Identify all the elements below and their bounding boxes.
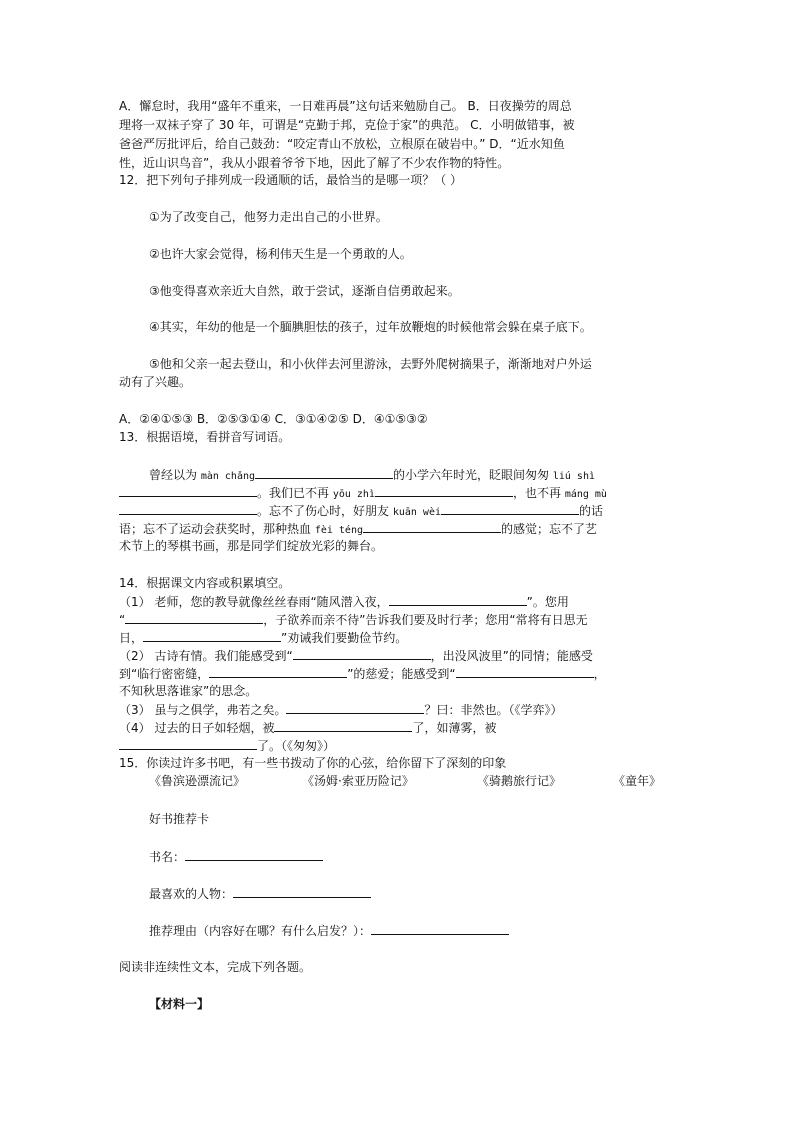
material-one-heading: 【材料一】 bbox=[149, 997, 210, 1011]
q11-line-1: A．懈怠时，我用“盛年不重来，一日难再晨”这句话来勉励自己。 B．日夜操劳的周总 bbox=[119, 99, 572, 113]
book-title-1: 《鲁滨逊漂流记》 bbox=[149, 774, 246, 788]
reason-label: 推荐理由（内容好在哪？有什么启发？）： bbox=[149, 924, 372, 938]
pinyin-2: liú shì bbox=[552, 471, 595, 482]
text: 了。（《匆匆》） bbox=[257, 739, 336, 753]
text: ”。您用 bbox=[526, 595, 569, 609]
q12-sentence-1: ①为了改变自己，他努力走出自己的小世界。 bbox=[149, 210, 388, 224]
q13-para-line-3 bbox=[119, 502, 603, 521]
answer-blank[interactable] bbox=[125, 611, 263, 624]
q13-para-line-1 bbox=[149, 466, 595, 485]
answer-blank[interactable] bbox=[119, 502, 257, 515]
book-name-row bbox=[149, 848, 323, 865]
answer-blank[interactable] bbox=[441, 502, 579, 515]
text: （2） 古诗有情。我们能感受到“ bbox=[119, 649, 293, 663]
text: ”劝诫我们要勤俭节约。 bbox=[281, 631, 408, 645]
book-title-4: 《童年》 bbox=[613, 774, 662, 788]
q12-sentence-2: ②也许大家会觉得，杨利伟天生是一个勇敢的人。 bbox=[149, 247, 412, 261]
answer-blank[interactable] bbox=[274, 719, 412, 732]
q14-stem: 14．根据课文内容或积累填空。 bbox=[119, 576, 291, 590]
book-name-blank[interactable] bbox=[185, 848, 323, 861]
text: 。忘不了伤心时，好朋友 bbox=[257, 504, 393, 518]
pinyin-3: yōu zhì bbox=[332, 489, 375, 500]
answer-blank[interactable] bbox=[286, 701, 424, 714]
pinyin-6: fèi téng bbox=[314, 525, 363, 536]
text: ”的慈爱；能感受到“ bbox=[347, 667, 456, 681]
q14-2-line-1 bbox=[119, 647, 593, 664]
answer-blank[interactable] bbox=[375, 484, 513, 497]
text: 语；忘不了运动会获奖时，那种热血 bbox=[119, 522, 315, 536]
text: ，出没风波里”的同情；能感受 bbox=[430, 649, 593, 663]
text: 。我们已不再 bbox=[257, 486, 333, 500]
q14-2-line-2 bbox=[119, 665, 606, 682]
pinyin-4: máng mù bbox=[564, 489, 607, 500]
q14-1-line-2 bbox=[119, 611, 588, 628]
text: 了，如薄雾，被 bbox=[412, 721, 497, 735]
reason-row bbox=[149, 922, 509, 939]
q11-line-2: 理将一双袜子穿了 30 年，可谓是“克勤于邦，克俭于家”的典范。 C．小明做错事，被 bbox=[119, 118, 575, 132]
q14-4-line-2 bbox=[119, 737, 335, 754]
pinyin-5: kuān wèi bbox=[392, 507, 441, 518]
answer-blank[interactable] bbox=[389, 593, 527, 606]
q14-1-line-1 bbox=[119, 593, 569, 610]
reason-blank[interactable] bbox=[371, 922, 509, 935]
text: （3） 虽与之俱学，弗若之矣。 bbox=[119, 703, 287, 717]
text: ，也不再 bbox=[512, 486, 565, 500]
answer-blank[interactable] bbox=[293, 647, 431, 660]
q11-line-3: 爸爸严厉批评后，给自己鼓劲：“咬定青山不放松，立根原在破岩中。” D．“近水知鱼 bbox=[119, 137, 565, 151]
text: （4） 过去的日子如轻烟，被 bbox=[119, 721, 275, 735]
q14-1-line-3 bbox=[119, 629, 407, 646]
answer-blank[interactable] bbox=[119, 737, 257, 750]
reading-intro: 阅读非连续性文本，完成下列各题。 bbox=[119, 960, 312, 974]
favorite-character-blank[interactable] bbox=[233, 885, 371, 898]
q13-para-line-5: 术节上的琴棋书画，那是同学们绽放光彩的舞台。 bbox=[119, 539, 384, 553]
q12-sentence-4: ④其实，年幼的他是一个腼腆胆怯的孩子，过年放鞭炮的时候他常会躲在桌子底下。 bbox=[149, 320, 592, 334]
q14-4-line-1 bbox=[119, 719, 496, 736]
pinyin-1: màn chǎng bbox=[200, 471, 256, 482]
text: “ bbox=[119, 613, 126, 627]
text: 的话 bbox=[579, 504, 604, 518]
answer-blank[interactable] bbox=[209, 665, 347, 678]
q12-stem: 12．把下列句子排列成一段通顺的话，最恰当的是哪一项？（ ） bbox=[119, 173, 463, 187]
q13-para-line-4 bbox=[119, 520, 597, 539]
q12-sentence-5b: 动有了兴趣。 bbox=[119, 375, 192, 389]
q13-para-line-2 bbox=[119, 484, 607, 503]
answer-blank[interactable] bbox=[255, 466, 393, 479]
text: ，子欲养而亲不待”告诉我们要及时行孝；您用“常将有日思无 bbox=[263, 613, 588, 627]
q13-stem: 13．根据语境，看拼音写词语。 bbox=[119, 430, 291, 444]
answer-blank[interactable] bbox=[119, 484, 257, 497]
recommend-card-title: 好书推荐卡 bbox=[149, 812, 210, 826]
favorite-character-label: 最喜欢的人物： bbox=[149, 887, 234, 901]
text: 曾经以为 bbox=[149, 468, 201, 482]
q12-sentence-5a: ⑤他和父亲一起去登山，和小伙伴去河里游泳，去野外爬树摘果子，渐渐地对户外运 bbox=[149, 357, 592, 371]
book-title-2: 《汤姆·索亚历险记》 bbox=[302, 774, 414, 788]
favorite-character-row bbox=[149, 885, 371, 902]
q14-3-line bbox=[119, 701, 562, 718]
text: （1） 老师，您的教导就像丝丝春雨“随风潜入夜， bbox=[119, 595, 389, 609]
q15-stem: 15．你读过许多书吧，有一些书拨动了你的心弦，给你留下了深刻的印象 bbox=[119, 756, 507, 770]
text: ， bbox=[593, 667, 606, 681]
answer-blank[interactable] bbox=[456, 665, 594, 678]
text: 的感觉；忘不了艺 bbox=[501, 522, 598, 536]
q11-line-4: 性，近山识鸟音”，我从小跟着爷爷下地，因此了解了不少农作物的特性。 bbox=[119, 156, 510, 170]
book-name-label: 书名： bbox=[149, 850, 186, 864]
answer-blank[interactable] bbox=[143, 629, 281, 642]
book-title-3: 《骑鹅旅行记》 bbox=[477, 774, 562, 788]
text: 日， bbox=[119, 631, 144, 645]
q14-2-line-3: 不知秋思落谁家”的思念。 bbox=[119, 684, 258, 698]
answer-blank[interactable] bbox=[363, 520, 501, 533]
text: ？曰：非然也。（《学弈》） bbox=[424, 703, 563, 717]
text: 到“临行密密缝， bbox=[119, 667, 210, 681]
q12-options: A．②④①⑤③ B．②⑤③①④ C．③①④②⑤ D．④①⑤③② bbox=[119, 412, 428, 426]
q12-sentence-3: ③他变得喜欢亲近大自然，敢于尝试，逐渐自信勇敢起来。 bbox=[149, 284, 460, 298]
text: 的小学六年时光，眨眼间匆匆 bbox=[393, 468, 553, 482]
